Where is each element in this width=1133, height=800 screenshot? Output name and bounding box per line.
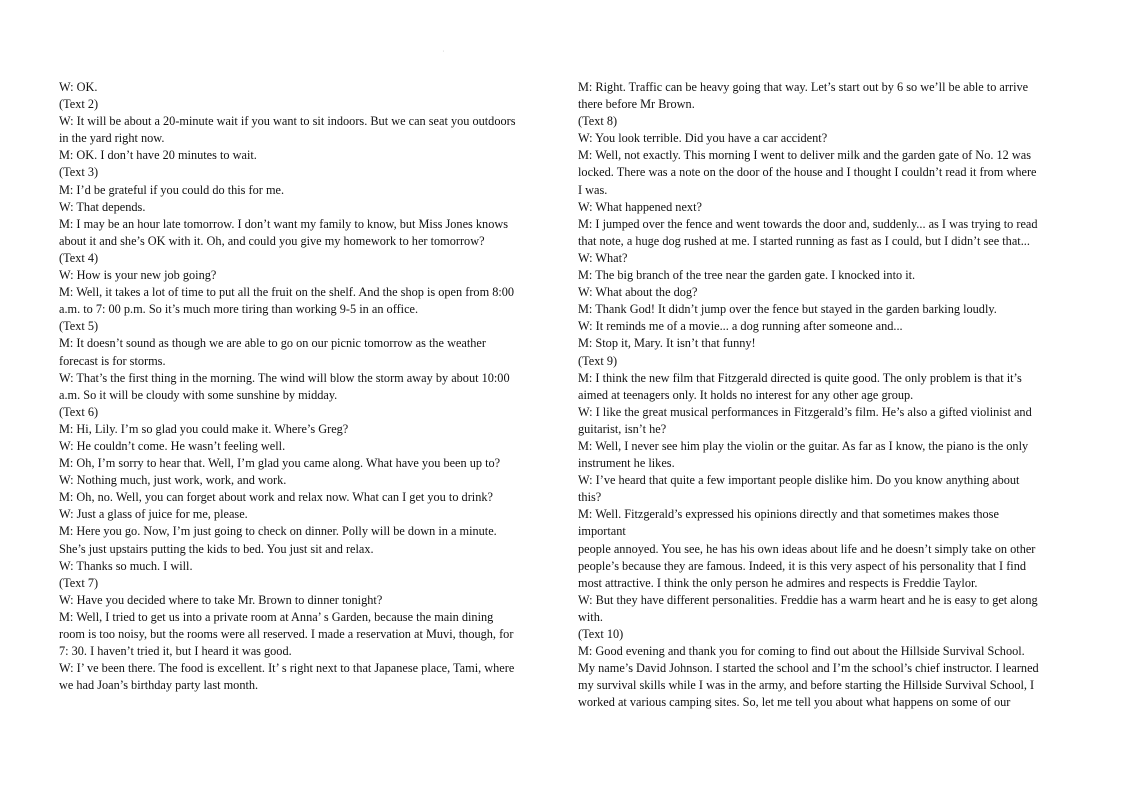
text-line: people annoyed. You see, he has his own ideas about life and he doesn’t simply take on other (578, 541, 1036, 556)
text-line: W: Nothing much, just work, work, and work. (59, 473, 287, 488)
text-line: guitarist, isn’t he? (578, 421, 667, 436)
text-line: M: Oh, no. Well, you can forget about work and relax now. What can I get you to drink? (59, 490, 493, 505)
text-line: (Text 6) (59, 404, 99, 419)
text-line: M: Hi, Lily. I’m so glad you could make it. Where’s Greg? (59, 421, 349, 436)
text-line: that note, a huge dog rushed at me. I started running as fast as I could, but I didn’t see that... (578, 233, 1030, 248)
text-line: M: I jumped over the fence and went towards the door and, suddenly... as I was trying to read (578, 216, 1038, 231)
text-line: aimed at teenagers only. It holds no interest for any other age group. (578, 387, 914, 402)
text-line: we had Joan’s birthday party last month. (59, 678, 259, 693)
text-line: (Text 7) (59, 575, 99, 590)
text-line: (Text 3) (59, 165, 99, 180)
text-line: M: Well, it takes a lot of time to put all the fruit on the shelf. And the shop is open from 8:00 (59, 285, 515, 300)
text-line: W: What happened next? (578, 199, 702, 214)
text-line: M: Well. Fitzgerald’s expressed his opinions directly and that sometimes makes those (578, 507, 999, 522)
text-line: I was. (578, 182, 608, 197)
text-line: W: What about the dog? (578, 285, 698, 300)
text-line: M: Right. Traffic can be heavy going that way. Let’s start out by 6 so we’ll be able to arrive (578, 80, 1029, 94)
text-line: W: What? (578, 250, 628, 265)
text-line: W: Thanks so much. I will. (59, 558, 193, 573)
text-line: W: That depends. (59, 199, 146, 214)
text-line: (Text 2) (59, 97, 99, 112)
text-line: (Text 8) (578, 114, 618, 129)
text-line: forecast is for storms. (59, 353, 166, 368)
text-line: W: I like the great musical performances in Fitzgerald’s film. He’s also a gifted violinist and (578, 404, 1032, 419)
text-line: M: Here you go. Now, I’m just going to check on dinner. Polly will be down in a minute. (59, 524, 497, 539)
text-line: M: OK. I don’t have 20 minutes to wait. (59, 148, 257, 163)
left-column (59, 79, 559, 694)
text-line: M: It doesn’t sound as though we are able to go on our picnic tomorrow as the weather (59, 336, 486, 351)
text-line: instrument he likes. (578, 456, 675, 471)
text-line: My name’s David Johnson. I started the school and I’m the school’s chief instructor. I learned (578, 661, 1039, 676)
text-line: W: I’ve heard that quite a few important people dislike him. Do you know anything about (578, 473, 1020, 488)
text-line: W: OK. (59, 80, 98, 94)
text-line: M: Oh, I’m sorry to hear that. Well, I’m glad you came along. What have you been up to? (59, 456, 501, 471)
text-line: M: I’d be grateful if you could do this for me. (59, 182, 285, 197)
text-line: M: The big branch of the tree near the garden gate. I knocked into it. (578, 268, 916, 283)
right-column (578, 79, 1078, 711)
text-line: M: I may be an hour late tomorrow. I don’t want my family to know, but Miss Jones knows (59, 216, 509, 231)
text-line: W: Just a glass of juice for me, please. (59, 507, 248, 522)
text-line: (Text 5) (59, 319, 99, 334)
text-line: W: That’s the first thing in the morning. The wind will blow the storm away by about 10:00 (59, 370, 510, 385)
text-line: M: Stop it, Mary. It isn’t that funny! (578, 336, 756, 351)
text-line: W: I’ ve been there. The food is excellent. It’ s right next to that Japanese place, Tami, where (59, 661, 515, 676)
text-line: with. (578, 609, 603, 624)
text-line: W: It will be about a 20-minute wait if you want to sit indoors. But we can seat you outdoors (59, 114, 516, 129)
text-line: W: It reminds me of a movie... a dog running after someone and... (578, 319, 903, 334)
text-line: there before Mr Brown. (578, 97, 695, 112)
text-line: W: But they have different personalities. Freddie has a warm heart and he is easy to get along (578, 592, 1038, 607)
text-line: worked at various camping sites. So, let me tell you about what happens on some of our (578, 695, 1011, 710)
text-line: room is too noisy, but the rooms were all reserved. I made a reservation at Muvi, though, for (59, 627, 514, 641)
text-line: 7: 30. I haven’t tried it, but I heard it was good. (59, 644, 292, 659)
text-line: M: Well, I tried to get us into a private room at Anna’ s Garden, because the main dining (59, 609, 494, 624)
text-line: (Text 4) (59, 250, 99, 265)
text-line: W: He couldn’t come. He wasn’t feeling well. (59, 438, 286, 453)
text-line: W: How is your new job going? (59, 268, 217, 283)
text-line: people’s because they are famous. Indeed, it is this very aspect of his personality that I find (578, 558, 1027, 573)
text-line: a.m. So it will be cloudy with some sunshine by midday. (59, 387, 338, 402)
text-line: M: Thank God! It didn’t jump over the fence but stayed in the garden barking loudly. (578, 302, 997, 317)
text-line: M: Well, I never see him play the violin or the guitar. As far as I know, the piano is the only (578, 438, 1029, 453)
text-line: this? (578, 490, 602, 505)
text-line: (Text 10) (578, 627, 624, 641)
text-line: M: I think the new film that Fitzgerald directed is quite good. The only problem is that it’s (578, 370, 1022, 385)
text-line: (Text 9) (578, 353, 618, 368)
text-line: a.m. to 7: 00 p.m. So it’s much more tiring than working 9-5 in an office. (59, 302, 419, 317)
text-line: M: Well, not exactly. This morning I went to deliver milk and the garden gate of No. 12 was (578, 148, 1031, 163)
header-mark: ˙ (442, 49, 445, 58)
text-line: most attractive. I think the only person he admires and respects is Freddie Taylor. (578, 575, 978, 590)
text-line: W: You look terrible. Did you have a car accident? (578, 131, 828, 146)
text-line: in the yard right now. (59, 131, 165, 146)
text-line: W: Have you decided where to take Mr. Brown to dinner tonight? (59, 592, 383, 607)
text-line: important (578, 524, 626, 539)
text-line: M: Good evening and thank you for coming to find out about the Hillside Survival School. (578, 644, 1025, 659)
text-line: locked. There was a note on the door of the house and I thought I couldn’t read it from where (578, 165, 1037, 180)
text-line: my survival skills while I was in the army, and before starting the Hillside Survival School, I (578, 678, 1035, 693)
text-line: She’s just upstairs putting the kids to bed. You just sit and relax. (59, 541, 374, 556)
text-line: about it and she’s OK with it. Oh, and could you give my homework to her tomorrow? (59, 233, 485, 248)
